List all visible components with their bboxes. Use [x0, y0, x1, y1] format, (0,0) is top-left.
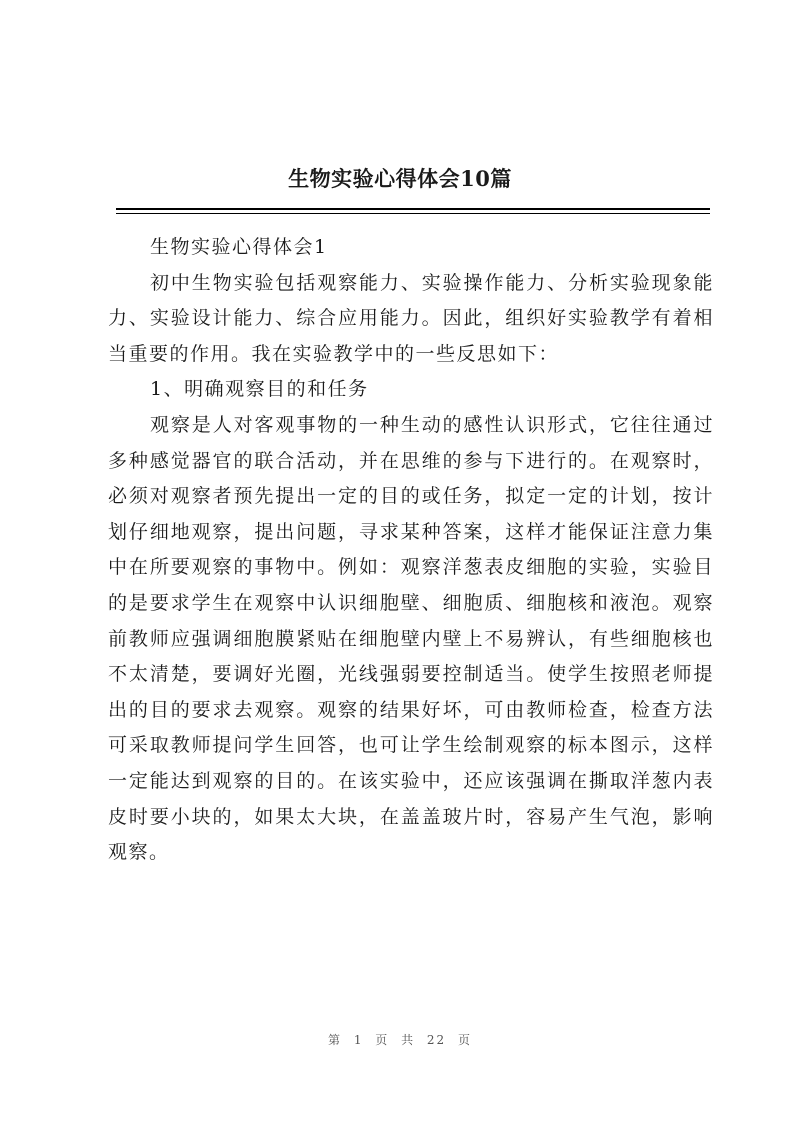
page-number: 第 1 页 共 22 页: [328, 1033, 472, 1047]
subsection-heading: 1、明确观察目的和任务: [150, 378, 369, 401]
document-body: [108, 230, 714, 871]
page-title: 生物实验心得体会10篇: [288, 166, 512, 191]
title-rule-thick: [116, 208, 710, 210]
paragraph-intro: 初中生物实验包括观察能力、实验操作能力、分析实验现象能力、实验设计能力、综合应用能力。因此，组织好实验教学有着相当重要的作用。我在实验教学中的一些反思如下：: [108, 271, 714, 365]
section-heading: 生物实验心得体会1: [150, 236, 328, 258]
title-rule-thin: [116, 213, 710, 214]
paragraph-observation: 观察是人对客观事物的一种生动的感性认识形式，它往往通过多种感觉器官的联合活动，并在思维的参与下进行的。在观察时，必须对观察者预先提出一定的目的或任务，拟定一定的计划，按计划仔细地观察，提出问题，寻求某种答案，这样才能保证注意力集中在所要观察的事物中。例如：观察洋葱表皮细胞的实验，实验目的是要求学生在观察中认识细胞壁、细胞质、细胞核和液泡。观察前教师应强调细胞膜紧贴在细胞壁内壁上不易辨认，有些细胞核也不太清楚，要调好光圈，光线强弱要控制适当。使学生按照老师提出的目的要求去观察。观察的结果好坏，可由教师检查，检查方法可采取教师提问学生回答，也可让学生绘制观察的标本图示，这样一定能达到观察的目的。在该实验中，还应该强调在撕取洋葱内表皮时要小块的，如果太大块，在盖盖玻片时，容易产生气泡，影响观察。: [108, 413, 714, 864]
